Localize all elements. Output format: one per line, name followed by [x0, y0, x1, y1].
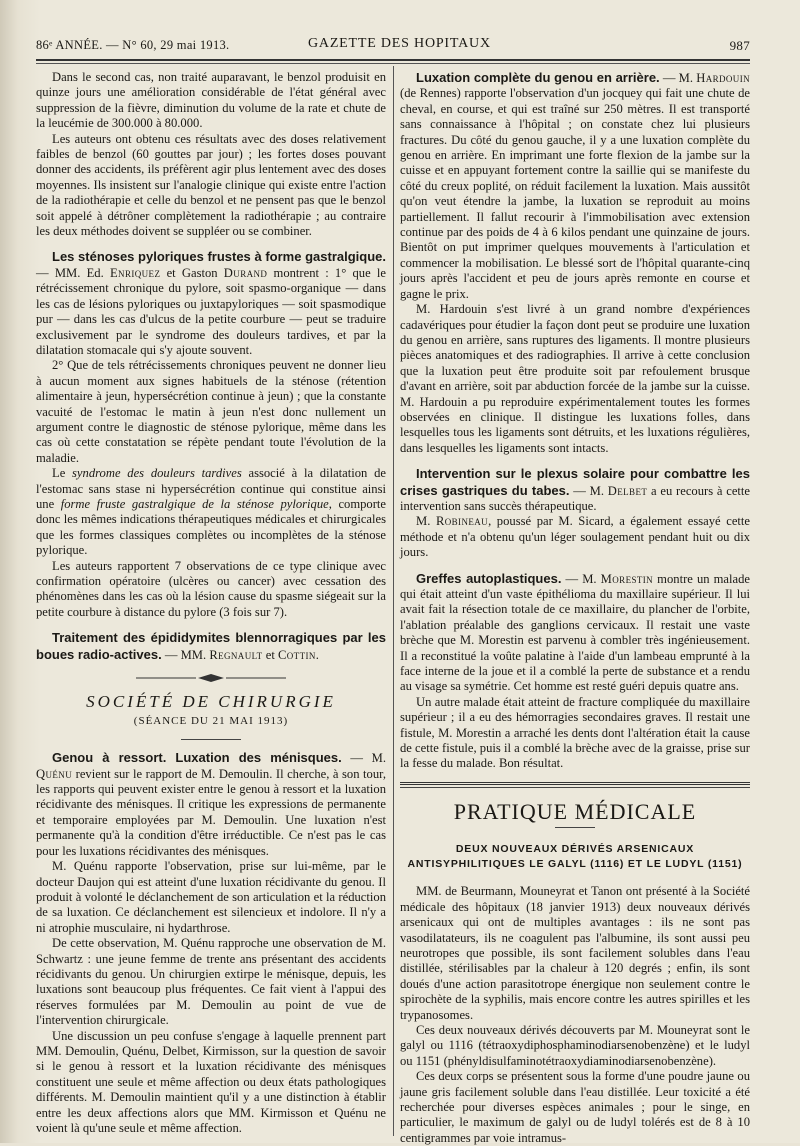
journal-title: GAZETTE DES HOPITAUX: [308, 36, 491, 51]
paragraph: Les auteurs rapportent 7 observations de ce type clinique avec confirmation opératoire (ulcères ou cancer) avec cessation des phénomènes dans les cas où la lésion cause du spasme siégeait sur la petite courbure à distance du pylore (3 fois sur 7).: [36, 558, 386, 619]
society-title: SOCIÉTÉ DE CHIRURGIE: [86, 692, 336, 712]
header-rule-thin: [36, 63, 750, 64]
author-name: Enriquez: [109, 265, 161, 280]
ornament-divider: [36, 671, 386, 686]
page-header: [36, 36, 750, 58]
article-title: Traitement des épididymites blennorragiques par les boues radio-actives.: [36, 630, 386, 662]
column-divider: [393, 66, 394, 1136]
article-title: Luxation complète du genou en arrière.: [416, 70, 660, 85]
author-name: Morestin: [600, 571, 654, 586]
left-column: [36, 70, 386, 1136]
paragraph: De cette observation, M. Quénu rapproche une observation de M. Schwartz : une jeune femme de trente ans présentant des accidents récidivants du genou. Un chirurgien extirpe le ménisque, depuis, les luxations sont beaucoup plus fréquentes. Ce fait vient à l'appui des réserves formulées par M. Demoulin au point de vue de l'intervention chirurgicale.: [36, 936, 386, 1028]
article-stenoses: Les sténoses pyloriques frustes à forme gastralgique. — MM. Ed. Enriquez et Gaston Durand montrent : 1° que le rétrécissement chronique du pylore, soit spasmo-organique — dans les cas de lésions pyloriques ou juxtapyloriques — soit spasmodique pur — dans les cas d'ulcus de la petite courbure — peut se traduire exclusivement par le syndrome des douleurs tardives, et par la dilatation stomacale qui s'y ajoute souvent.: [36, 249, 386, 357]
paragraph: Un autre malade était atteint de fracture compliquée du maxillaire supérieur ; il a eu des hémorragies secondaires graves. Il restait une fistule, M. Morestin a arraché les dents dont l'altération était la cause de cette fistule, puis il a comblé la brèche avec de la graisse, prise sur la fesse du malade. Bon résultat.: [400, 694, 750, 771]
issue-info: 86ᵉ ANNÉE. — N° 60, 29 mai 1913.: [36, 38, 230, 52]
short-rule: [555, 827, 595, 828]
author-name: Hardouin: [696, 71, 750, 85]
session-date: (SÉANCE DU 21 MAI 1913): [133, 714, 289, 727]
article-plexus: Intervention sur le plexus solaire pour combattre les crises gastriques du tabes. — M. Delbet a eu recours à cette intervention sans succès thérapeutique.: [400, 466, 751, 513]
author-name: Durand: [223, 265, 268, 280]
article-luxation: Luxation complète du genou en arrière. — M. Hardouin (de Rennes) rapporte l'observation d'un jocquey qui fait une chute de cheval, en course, et qui est traîné sur 250 mètres. Il est transporté sans connaissance à l'hôpital ; on constate chez lui plusieurs fractures. Du côté du genou gauche, il y a une luxation complète du genou en arrière. En imprimant une forte flexion de la jambe sur la cuisse et en appuyant fortement contre la saillie qui se manifeste du côté du creux poplité, on réduit facilement la luxation. Mais aussitôt qu'on veut étendre la jambe, la luxation se reproduit au moins partiellement. Il fallut recourir à l'immobilisation avec extension continue par des poids de 4 à 6 kilos pendant une quinzaine de jours. Bientôt on put imprimer quelques mouvements à l'articulation et commencer la mobilisation. Le blessé sort de l'hôpital quarante-cinq jours après l'accident et peu de jours après remonte en course et gagne le prix.: [400, 70, 750, 301]
right-column: [400, 70, 750, 1146]
author-name: Robineau: [435, 514, 489, 529]
paragraph: Les auteurs ont obtenu ces résultats avec des doses relativement faibles de benzol (60 gouttes par jour) ; les fortes doses pouvant donner des accidents, ils préfèrent agir plus lentement avec des doses moyennes. Ils insistent sur l'analogie clinique qui existe entre l'action de la radiothérapie et celle du benzol et ne pensent pas que le benzol soit appelé à détrôner complètement la radiothérapie ; au contraire les deux méthodes doivent se suppléer ou se combiner.: [36, 131, 386, 239]
paragraph: Le syndrome des douleurs tardives associé à la dilatation de l'estomac sans stase ni hypersécrétion continue qui constitue ainsi une forme fruste gastralgique de la sténose pylorique, comporte donc les mêmes indications thérapeutiques médicales et chirurgicales que les formes classiques complètes ou incomplètes de la sténose pylorique.: [36, 466, 386, 558]
paragraph: Ces deux corps se présentent sous la forme d'une poudre jaune ou jaune gris facilement soluble dans l'eau distillée. Leur toxicité a été recherchée pour diverses espèces animales ; pour le singe, en particulier, le maximum de galyl ou de ludyl tolérés est de 8 à 10 centigrammes par voie intramus-: [400, 1069, 750, 1145]
article-genou: Genou à ressort. Luxation des ménisques. — M. Quénu revient sur le rapport de M. Demoulin. Il cherche, à son tour, les rapports qui peuvent exister entre le genou à ressort et la luxation récidivante des ménisques. Il critique les expressions de permanente et temporaire employées par M. Demoulin. Une luxation n'est permanente qu'à la condition d'être irréductible. Ce n'est pas le cas pour les luxations récidivantes des ménisques.: [36, 750, 386, 858]
paragraph: M. Robineau, poussé par M. Sicard, a également essayé cette méthode et n'a obtenu qu'un léger soulagement pendant huit ou dix jours.: [400, 514, 750, 560]
paragraph: M. Hardouin s'est livré à un grand nombre d'expériences cadavériques pour étudier la façon dont peut se produire une luxation du genou en arrière, sans ruptures des ligaments. Il montre plusieurs pièces anatomiques et des radiographies. Il arrive à cette conclusion que la luxation peut être produite soit par refoulement brusque d'avant en arrière, soit par abduction forcée de la jambe sur la cuisse. M. Hardouin a pu reproduire expérimentalement toutes les formes observées en clinique. Il distingue les luxations folles, dans lesquelles tous les ligaments sont détruits, et les luxations régulières, dans lesquelles les ligaments sont intacts.: [400, 302, 750, 455]
author-name: Delbet: [607, 483, 648, 498]
author-name: Cottin: [277, 647, 316, 662]
paragraph: MM. de Beurmann, Mouneyrat et Tanon ont présenté à la Société médicale des hôpitaux (18 janvier 1913) deux nouveaux dérivés arsenicaux qui ont de multiples avantages : ils ne sont pas vasodilatateurs, ils ne coagulent pas l'albumine, ils sont aussi peu neurotropes que possible, ils sont facilement solubles dans l'eau distillée, stérilisables par la chaleur à 120 degrés ; enfin, ils sont doués d'une action parasitotrope énergique non seulement contre le spirochète de la syphilis, mais encore contre les autres spirilles et les trypanosomes.: [400, 884, 750, 1022]
article-greffes: Greffes autoplastiques. — M. Morestin montre un malade qui était atteint d'un vaste épithélioma du maxillaire supérieur. Il lui avait fait la résection totale de ce maxillaire, du plancher de l'orbite, l'ablation préalable des ganglions cervicaux. Il restait une vaste brèche que M. Morestin est parvenu à combler très ingénieusement. Il a reconstitué la voûte palatine à l'aide d'un lambeau emprunté à la face interne de la joue et il a comblé la perte de substance et a rendu au visage sa symétrie. Cet homme est resté guéri depuis quatre ans.: [400, 570, 750, 694]
author-name: Quénu: [36, 766, 73, 781]
section-divider: [400, 782, 750, 788]
article-title: Greffes autoplastiques.: [416, 570, 562, 586]
paragraph: Ces deux nouveaux dérivés découverts par M. Mouneyrat sont le galyl ou 1116 (tétraoxydiphosphaminodiarsenobenzène) et le ludyl ou 1151 (phényldisulfaminotétraoxydiaminodiarsenobenzène).: [400, 1022, 750, 1068]
page-number: 987: [729, 38, 750, 53]
paragraph: 2° Que de tels rétrécissements chroniques peuvent ne donner lieu à aucun moment aux signes habituels de la sténose (rétention alimentaire à jeun, hypersécrétion continue à jeun) ; que la constante vacuité de l'estomac le matin à jeun n'est donc nullement un argument contre le diagnostic de sténose pylorique, même dans les cas où cette constatation se répète pendant toute l'évolution de la maladie.: [36, 358, 386, 465]
short-rule: [181, 739, 241, 740]
paragraph: M. Quénu rapporte l'observation, prise sur lui-même, par le docteur Daujon qui est atteint d'une luxation récidivante du genou. Il produit à volonté le déclanchement de son articulation et la réduction de sa luxation. Ce déclanchement est silencieux et indolore. Il n'y a ni atrophie musculaire, ni hydarthrose.: [36, 859, 386, 935]
article-heading: DEUX NOUVEAUX DÉRIVÉS ARSENICAUX ANTISYPHILITIQUES LE GALYL (1116) ET LE LUDYL (1151): [407, 843, 743, 871]
article-title: Genou à ressort. Luxation des ménisques.: [52, 750, 342, 766]
article-title: Les sténoses pyloriques frustes à forme gastralgique.: [52, 249, 386, 265]
section-title: PRATIQUE MÉDICALE: [453, 798, 697, 824]
paragraph: Dans le second cas, non traité auparavant, le benzol produisit en quinze jours une amélioration considérable de l'état général avec suppression de la fièvre, diminution du volume de la rate et chute de la leucémie de 300.000 à 80.000.: [36, 70, 386, 131]
article-title: Intervention sur le plexus solaire pour combattre les crises gastriques du tabes.: [400, 466, 750, 498]
paragraph: Une discussion un peu confuse s'engage à laquelle prennent part MM. Demoulin, Quénu, Delbet, Kirmisson, sur la question de savoir si le genou à ressort et la luxation récidivante des ménisques constituent une seule et même affection ou deux états pathologiques différents. M. Demoulin maintient qu'il y a une distinction à établir entre les deux affections alors que MM. Kirmisson et Quénu ne voient là qu'une seule et même affection.: [36, 1028, 386, 1135]
article-epididymites: Traitement des épididymites blennorragiques par les boues radio-actives. — MM. Regnault et Cottin.: [36, 630, 386, 662]
header-rule: [36, 59, 750, 61]
author-name: Regnault: [209, 647, 263, 662]
